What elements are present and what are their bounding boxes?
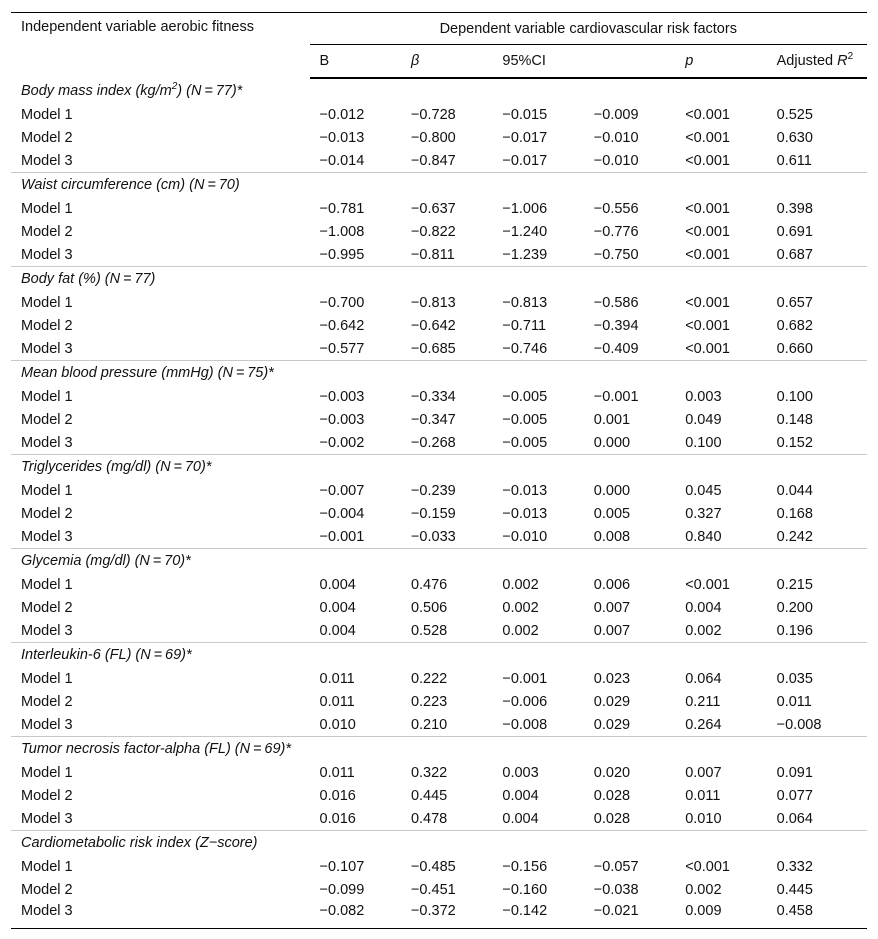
cell-beta: −0.822 (410, 223, 456, 240)
cell-ci-high: −0.750 (593, 246, 639, 263)
cell-ci-low: −0.013 (502, 482, 548, 499)
model-label: Model 1 (21, 764, 73, 781)
cell-beta: −0.728 (410, 106, 456, 123)
model-label: Model 1 (21, 200, 73, 217)
cell-ci-low: −0.813 (502, 294, 548, 311)
cell-ci-low: 0.004 (502, 787, 539, 804)
cell-r2: 0.077 (776, 787, 813, 804)
table-row (11, 784, 867, 807)
cell-ci-low: −0.006 (502, 693, 548, 710)
cell-ci-high: 0.006 (593, 576, 631, 593)
cell-p: 0.002 (685, 881, 722, 898)
cell-beta: 0.476 (410, 576, 448, 593)
cell-p: <0.001 (685, 200, 730, 217)
cell-ci-high: 0.020 (593, 764, 631, 781)
cell-ci-low: −0.005 (502, 434, 548, 451)
cell-r2: 0.458 (767, 901, 867, 929)
model-label: Model 3 (11, 901, 310, 929)
cell-p: <0.001 (685, 340, 730, 357)
cell-b: 0.016 (319, 787, 356, 804)
table-row (11, 408, 867, 431)
section-header-row (11, 173, 867, 198)
cell-r2: −0.008 (776, 716, 822, 733)
cell-beta: −0.811 (410, 246, 455, 263)
section-title: Triglycerides (mg/dl) (N = 70)* (11, 455, 867, 480)
model-label: Model 3 (21, 716, 73, 733)
section-header-row (11, 267, 867, 292)
cell-beta: −0.451 (410, 881, 456, 898)
section-header-row (11, 455, 867, 480)
cell-p: 0.064 (685, 670, 722, 687)
cell-b: −0.003 (319, 411, 365, 428)
cell-r2: 0.660 (776, 340, 813, 357)
table-row (11, 807, 867, 831)
cell-r2: 0.691 (776, 223, 813, 240)
cell-beta: −0.239 (410, 482, 456, 499)
cell-ci-high: 0.029 (593, 693, 631, 710)
model-label: Model 2 (21, 599, 73, 616)
cell-p: <0.001 (685, 106, 730, 123)
table-row (11, 197, 867, 220)
cell-ci-low: −0.746 (502, 340, 548, 357)
cell-b: −0.002 (319, 434, 365, 451)
section-title: Body mass index $(kg/m^2) (N = 77)*$ (21, 81, 243, 99)
table-row (11, 502, 867, 525)
cell-p: 0.100 (685, 434, 722, 451)
model-label: Model 2 (21, 787, 73, 804)
cell-beta: −0.485 (410, 858, 456, 875)
independent-variable-header: Independent variable aerobic fitness (11, 13, 310, 79)
model-label: Model 2 (21, 317, 73, 334)
dependent-variable-header: Dependent variable cardiovascular risk factors (310, 13, 867, 45)
cell-p: 0.009 (675, 901, 766, 929)
table-row (11, 525, 867, 549)
cell-r2: 0.035 (776, 670, 813, 687)
cell-beta: −0.334 (410, 388, 456, 405)
cell-b: −0.003 (319, 388, 365, 405)
model-label: Model 1 (21, 670, 73, 687)
cell-ci-high: 0.000 (593, 434, 631, 451)
cell-p: 0.840 (685, 528, 722, 545)
col-header-p: p (675, 45, 766, 79)
cell-b: −0.099 (319, 881, 365, 898)
cell-r2: 0.152 (776, 434, 813, 451)
cell-beta: 0.322 (410, 764, 448, 781)
cell-ci-low: −1.239 (502, 246, 548, 263)
cell-ci-low: −0.005 (502, 388, 548, 405)
model-label: Model 3 (21, 528, 73, 545)
table-row (11, 337, 867, 361)
cell-beta: −0.372 (401, 901, 492, 929)
table-row (11, 901, 867, 929)
cell-p: 0.007 (685, 764, 722, 781)
table-row (11, 690, 867, 713)
cell-ci-low: −0.008 (502, 716, 548, 733)
cell-ci-high: −0.057 (593, 858, 639, 875)
cell-r2: 0.200 (776, 599, 813, 616)
col-header-beta: β (401, 45, 492, 79)
table-row (11, 713, 867, 737)
cell-beta: −0.685 (410, 340, 456, 357)
cell-ci-high: 0.008 (593, 528, 631, 545)
model-label: Model 1 (21, 106, 73, 123)
cell-r2: 0.398 (776, 200, 813, 217)
model-label: Model 3 (21, 810, 73, 827)
cell-r2: 0.611 (776, 152, 812, 169)
cell-ci-low: 0.002 (502, 576, 539, 593)
table-row (11, 573, 867, 596)
cell-r2: 0.091 (776, 764, 813, 781)
table-row (11, 761, 867, 784)
cell-ci-high: −0.394 (593, 317, 639, 334)
cell-ci-high: −0.009 (593, 106, 639, 123)
cell-ci-low: −1.006 (502, 200, 548, 217)
cell-b: 0.004 (319, 622, 356, 639)
table-row (11, 220, 867, 243)
cell-r2: 0.332 (776, 858, 813, 875)
cell-beta: −0.847 (410, 152, 456, 169)
cell-b: 0.011 (319, 764, 355, 781)
cell-b: 0.004 (319, 599, 356, 616)
cell-ci-high: −0.010 (593, 152, 639, 169)
cell-ci-high: 0.007 (593, 622, 631, 639)
cell-beta: 0.528 (410, 622, 448, 639)
cell-beta: −0.159 (410, 505, 456, 522)
cell-p: 0.010 (685, 810, 722, 827)
table-row (11, 385, 867, 408)
table-row (11, 619, 867, 643)
cell-beta: −0.033 (410, 528, 456, 545)
cell-r2: 0.148 (776, 411, 813, 428)
cell-r2: 0.657 (776, 294, 813, 311)
cell-ci-high: −0.556 (593, 200, 639, 217)
cell-r2: 0.242 (776, 528, 813, 545)
cell-r2: 0.445 (776, 881, 813, 898)
model-label: Model 1 (21, 576, 73, 593)
table-body (11, 78, 867, 929)
model-label: Model 1 (21, 858, 73, 875)
cell-ci-low: 0.003 (502, 764, 539, 781)
cell-ci-high: 0.029 (593, 716, 631, 733)
cell-ci-low: −0.160 (502, 881, 548, 898)
cell-p: <0.001 (685, 294, 730, 311)
model-label: Model 2 (21, 505, 73, 522)
section-title: Tumor necrosis factor-alpha (FL) (N = 69)* (11, 737, 867, 762)
cell-b: −0.700 (319, 294, 365, 311)
cell-ci-high: −0.586 (593, 294, 639, 311)
cell-ci-low: −0.142 (492, 901, 583, 929)
section-header-row (11, 831, 867, 856)
cell-ci-high: −0.021 (584, 901, 675, 929)
cell-b: −0.082 (310, 901, 401, 929)
cell-ci-high: −0.409 (593, 340, 639, 357)
cell-beta: −0.813 (410, 294, 456, 311)
cell-beta: −0.637 (410, 200, 456, 217)
model-label: Model 1 (21, 482, 73, 499)
cell-ci-low: −0.013 (502, 505, 548, 522)
cell-r2: 0.630 (776, 129, 813, 146)
table-row (11, 878, 867, 901)
cell-ci-low: −0.156 (502, 858, 548, 875)
cell-r2: 0.525 (776, 106, 813, 123)
cell-b: −0.642 (319, 317, 365, 334)
cell-beta: 0.478 (410, 810, 448, 827)
cell-beta: −0.800 (410, 129, 456, 146)
model-label: Model 1 (21, 294, 73, 311)
cell-p: 0.049 (685, 411, 722, 428)
model-label: Model 3 (21, 622, 73, 639)
cell-p: <0.001 (685, 223, 730, 240)
section-header-row (11, 643, 867, 668)
cell-beta: −0.347 (410, 411, 456, 428)
cell-ci-high: 0.028 (593, 787, 631, 804)
cell-b: −0.012 (319, 106, 365, 123)
cell-b: −0.995 (319, 246, 365, 263)
section-header-row (11, 78, 867, 103)
section-header-row (11, 737, 867, 762)
cell-b: −0.014 (319, 152, 365, 169)
table-row (11, 149, 867, 173)
cell-ci-high: −0.776 (593, 223, 639, 240)
cell-p: 0.002 (685, 622, 722, 639)
table-row (11, 103, 867, 126)
cell-ci-high: 0.005 (593, 505, 631, 522)
cell-ci-high: 0.001 (593, 411, 631, 428)
section-title: Cardiometabolic risk index (Z−score) (11, 831, 867, 856)
cell-b: −0.577 (319, 340, 365, 357)
model-label: Model 3 (21, 434, 73, 451)
model-label: Model 2 (21, 223, 73, 240)
cell-beta: 0.222 (410, 670, 448, 687)
cell-p: 0.045 (685, 482, 722, 499)
cell-ci-low: −0.017 (502, 129, 548, 146)
col-header-adjusted-r2: Adjusted $R^2$ (767, 45, 867, 79)
model-label: Model 3 (21, 246, 73, 263)
cell-b: 0.011 (319, 693, 355, 710)
cell-b: −1.008 (319, 223, 365, 240)
cell-r2: 0.100 (776, 388, 813, 405)
section-title: Waist circumference (cm) (N = 70) (11, 173, 867, 198)
cell-p: <0.001 (685, 858, 730, 875)
cell-p: <0.001 (685, 152, 730, 169)
model-label: Model 2 (21, 411, 73, 428)
model-label: Model 3 (21, 340, 73, 357)
cell-b: 0.004 (319, 576, 356, 593)
cell-p: <0.001 (685, 576, 730, 593)
cell-p: 0.264 (685, 716, 722, 733)
section-header-row (11, 361, 867, 386)
cell-b: −0.781 (319, 200, 365, 217)
cell-p: 0.004 (685, 599, 722, 616)
cell-ci-low: −0.711 (502, 317, 547, 334)
cell-ci-high: 0.000 (593, 482, 631, 499)
table-row (11, 243, 867, 267)
cell-ci-high: 0.028 (593, 810, 631, 827)
section-title: Interleukin-6 (FL) (N = 69)* (11, 643, 867, 668)
regression-table (11, 12, 867, 929)
cell-ci-low: 0.002 (502, 599, 539, 616)
col-header-95ci-upper (584, 45, 675, 79)
cell-r2: 0.682 (776, 317, 813, 334)
cell-ci-low: 0.004 (502, 810, 539, 827)
table-row (11, 314, 867, 337)
cell-p: 0.327 (685, 505, 722, 522)
cell-beta: 0.223 (410, 693, 448, 710)
cell-r2: 0.168 (776, 505, 813, 522)
cell-ci-low: −0.017 (502, 152, 548, 169)
cell-b: −0.013 (319, 129, 365, 146)
cell-r2: 0.215 (776, 576, 813, 593)
model-label: Model 2 (21, 129, 73, 146)
section-title: Body fat (%) (N = 77) (11, 267, 867, 292)
model-label: Model 2 (21, 693, 73, 710)
cell-ci-low: −0.010 (502, 528, 548, 545)
cell-p: <0.001 (685, 129, 730, 146)
table-row (11, 126, 867, 149)
model-label: Model 2 (21, 881, 73, 898)
table-row (11, 667, 867, 690)
cell-p: 0.003 (685, 388, 722, 405)
cell-ci-high: −0.001 (593, 388, 639, 405)
cell-b: −0.004 (319, 505, 365, 522)
model-label: Model 3 (21, 152, 73, 169)
cell-b: −0.107 (319, 858, 365, 875)
cell-ci-low: −0.015 (502, 106, 548, 123)
cell-p: 0.011 (685, 787, 721, 804)
section-header-row (11, 549, 867, 574)
cell-ci-low: 0.002 (502, 622, 539, 639)
table-row (11, 431, 867, 455)
cell-b: −0.007 (319, 482, 365, 499)
cell-r2: 0.064 (776, 810, 813, 827)
cell-r2: 0.011 (776, 693, 812, 710)
cell-beta: 0.445 (410, 787, 448, 804)
table-row (11, 479, 867, 502)
cell-beta: 0.506 (410, 599, 448, 616)
cell-r2: 0.196 (776, 622, 813, 639)
cell-ci-high: 0.023 (593, 670, 631, 687)
cell-ci-low: −0.005 (502, 411, 548, 428)
cell-b: 0.010 (319, 716, 356, 733)
table-row (11, 855, 867, 878)
model-label: Model 1 (21, 388, 73, 405)
section-title: Mean blood pressure (mmHg) (N = 75)* (11, 361, 867, 386)
table-row (11, 291, 867, 314)
table-row (11, 596, 867, 619)
cell-p: <0.001 (685, 246, 730, 263)
cell-ci-high: 0.007 (593, 599, 631, 616)
cell-beta: −0.642 (410, 317, 456, 334)
cell-b: 0.016 (319, 810, 356, 827)
cell-beta: 0.210 (410, 716, 448, 733)
cell-ci-high: −0.010 (593, 129, 639, 146)
col-header-b: B (310, 45, 401, 79)
cell-p: <0.001 (685, 317, 730, 334)
cell-p: 0.211 (685, 693, 721, 710)
cell-ci-low: −0.001 (502, 670, 548, 687)
cell-b: 0.011 (319, 670, 355, 687)
cell-r2: 0.687 (776, 246, 813, 263)
cell-ci-low: −1.240 (502, 223, 548, 240)
cell-r2: 0.044 (776, 482, 813, 499)
cell-b: −0.001 (319, 528, 365, 545)
section-title: Glycemia (mg/dl) (N = 70)* (11, 549, 867, 574)
cell-beta: −0.268 (410, 434, 456, 451)
cell-ci-high: −0.038 (593, 881, 639, 898)
col-header-95ci: 95%CI (492, 45, 583, 79)
